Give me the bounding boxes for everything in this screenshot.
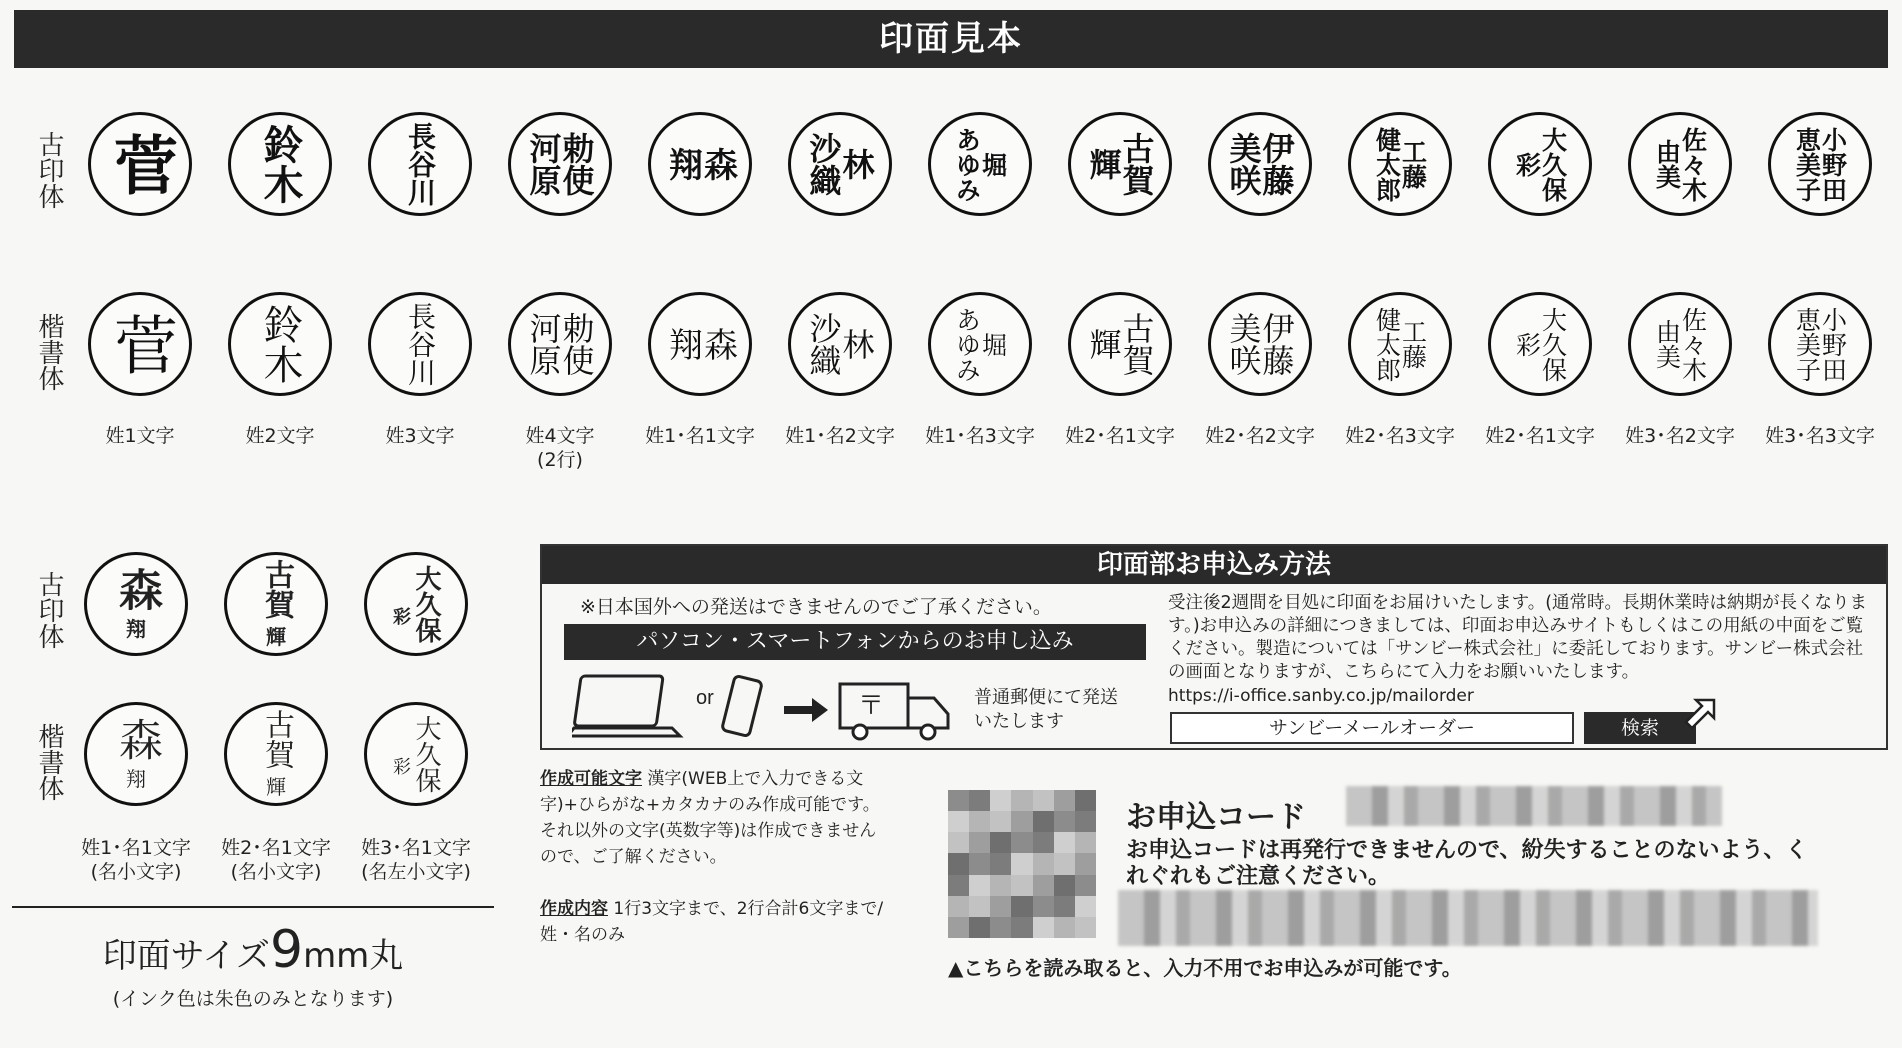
seal-column: 林 bbox=[837, 328, 876, 360]
page-banner: 印面見本 bbox=[14, 10, 1888, 68]
seal-impression bbox=[1628, 112, 1732, 216]
seal-impression-small-name: 森 翔 bbox=[84, 702, 188, 806]
seal-column: あゆみ bbox=[952, 306, 982, 382]
overseas-notice: ※日本国外への発送はできませんのでご了承ください。 bbox=[580, 596, 1052, 618]
seal-caption: 姓1･名2文字 bbox=[785, 425, 895, 447]
seal-column: 河原 bbox=[524, 132, 563, 196]
seal-column: 大久保 bbox=[1538, 126, 1568, 202]
seal-impression bbox=[928, 292, 1032, 396]
imprint-size bbox=[12, 920, 494, 980]
seal-caption: 姓1･名1文字 (名小文字) bbox=[81, 837, 191, 883]
seal-impression bbox=[1628, 292, 1732, 396]
seal-impression-small-name: 大久保 彩 bbox=[364, 552, 468, 656]
seal-column: 由美 bbox=[1652, 139, 1682, 189]
seal-column: 輝 bbox=[1084, 148, 1123, 180]
seal-column: 小野田 bbox=[1818, 306, 1848, 382]
seal-column: 沙織 bbox=[804, 312, 843, 376]
seal-column: 長谷川 bbox=[404, 122, 437, 206]
seal-impression bbox=[1768, 112, 1872, 216]
seal-column: 勅使 bbox=[557, 132, 596, 196]
seal-caption: 姓2･名2文字 bbox=[1205, 425, 1315, 447]
label-kaisho-top: 楷書体 bbox=[34, 313, 64, 391]
label-kaisho-bottom: 楷書体 bbox=[34, 723, 64, 801]
seal-caption: 姓2文字 bbox=[245, 425, 315, 447]
seal-impression bbox=[508, 112, 612, 216]
seal-column: 小野田 bbox=[1818, 126, 1848, 202]
seal-impression bbox=[648, 292, 752, 396]
seal-caption: 姓1文字 bbox=[105, 425, 175, 447]
application-code-redacted bbox=[1346, 786, 1722, 826]
seal-column: 工藤 bbox=[1398, 319, 1428, 369]
content-note bbox=[540, 896, 890, 948]
seal-impression bbox=[88, 112, 192, 216]
divider bbox=[12, 906, 494, 908]
ink-note: (インク色は朱色のみとなります) bbox=[112, 988, 394, 1010]
seal-column: 美咲 bbox=[1224, 312, 1263, 376]
seal-caption: 姓1･名1文字 bbox=[645, 425, 755, 447]
seal-column: 森 bbox=[697, 147, 738, 181]
seal-column: 佐々木 bbox=[1678, 126, 1708, 202]
seal-caption: 姓2･名1文字 bbox=[1065, 425, 1175, 447]
seal-impression bbox=[228, 112, 332, 216]
read-instruction: ▲こちらを読み取ると、入力不用でお申込みが可能です。 bbox=[948, 956, 1462, 980]
seal-impression bbox=[788, 112, 892, 216]
seal-column: 健太郎 bbox=[1372, 126, 1402, 202]
size-number: 9 bbox=[269, 920, 304, 980]
seal-column: 森 bbox=[697, 327, 738, 361]
seal-caption: 姓2･名1文字 bbox=[1485, 425, 1595, 447]
seal-impression bbox=[88, 292, 192, 396]
content-title: 作成内容 bbox=[540, 899, 608, 919]
seal-column: 佐々木 bbox=[1678, 306, 1708, 382]
seal-column: 彩 bbox=[1512, 331, 1542, 357]
seal-impression bbox=[1768, 292, 1872, 396]
seal-impression bbox=[1348, 112, 1452, 216]
seal-column: 古賀 bbox=[1117, 132, 1156, 196]
seal-impression bbox=[1488, 112, 1592, 216]
seal-impression bbox=[1068, 292, 1172, 396]
content-body: 1行3文字まで、2行合計6文字まで/姓・名のみ bbox=[540, 899, 884, 945]
seal-column: 恵美子 bbox=[1792, 126, 1822, 202]
label-koin-top: 古印体 bbox=[34, 131, 64, 209]
seal-caption: 姓4文字 (2行) bbox=[525, 425, 595, 471]
seal-impression bbox=[1488, 292, 1592, 396]
seal-impression bbox=[508, 292, 612, 396]
application-description: 受注後2週間を目処に印面をお届けいたします。(通常時。長期休業時は納期が長くなります。)お申込みの詳細につきましては、印面お申込みサイトもしくはこの用紙の中面をご覧ください。製造については「サンビー株式会社」に委託しております。サンビー株式会社の画面となりますが、こちらにて入力をお願いいたします。 bbox=[1168, 593, 1868, 682]
seal-column: 彩 bbox=[1512, 151, 1542, 177]
mailorder-url[interactable]: https://i-office.sanby.co.jp/mailorder bbox=[1168, 686, 1474, 706]
seal-impression-small-name: 大久保 彩 bbox=[364, 702, 468, 806]
seal-column: 河原 bbox=[524, 312, 563, 376]
available-chars-note bbox=[540, 766, 890, 870]
seal-column: 伊藤 bbox=[1257, 312, 1296, 376]
seal-column: 堀 bbox=[978, 151, 1008, 177]
cursor-arrow-icon bbox=[1684, 696, 1720, 732]
seal-impression-small-name: 古賀 輝 bbox=[224, 552, 328, 656]
seal-column: 沙織 bbox=[804, 132, 843, 196]
barcode-redacted bbox=[1118, 890, 1818, 946]
delivery-truck-icon bbox=[840, 684, 948, 739]
seal-column: 堀 bbox=[978, 331, 1008, 357]
seal-column: 輝 bbox=[1084, 328, 1123, 360]
seal-column: 菅 bbox=[103, 132, 178, 196]
seal-impression bbox=[788, 292, 892, 396]
seal-column: 美咲 bbox=[1224, 132, 1263, 196]
seal-caption: 姓2･名3文字 bbox=[1345, 425, 1455, 447]
seal-column: あゆみ bbox=[952, 126, 982, 202]
seal-impression bbox=[1208, 112, 1312, 216]
application-box bbox=[540, 544, 1888, 750]
seal-column: 古賀 bbox=[1117, 312, 1156, 376]
seal-impression bbox=[928, 112, 1032, 216]
seal-impression bbox=[368, 112, 472, 216]
size-suffix: mm丸 bbox=[303, 936, 404, 976]
seal-column: 鈴木 bbox=[257, 304, 303, 384]
seal-column: 長谷川 bbox=[404, 302, 437, 386]
seal-column: 大久保 bbox=[1538, 306, 1568, 382]
svg-text:〒: 〒 bbox=[858, 691, 885, 721]
qr-code bbox=[948, 790, 1096, 938]
smartphone-icon bbox=[722, 675, 763, 736]
seal-column: 工藤 bbox=[1398, 139, 1428, 189]
seal-impression bbox=[648, 112, 752, 216]
application-code-title: お申込コード bbox=[1126, 800, 1306, 835]
application-header: 印面部お申込み方法 bbox=[542, 546, 1886, 584]
laptop-icon bbox=[572, 676, 680, 736]
seal-column: 勅使 bbox=[557, 312, 596, 376]
pc-smartphone-bar: パソコン・スマートフォンからのお申し込み bbox=[564, 624, 1146, 660]
seal-impression bbox=[1068, 112, 1172, 216]
seal-impression-small-name: 森 翔 bbox=[84, 552, 188, 656]
or-text: or bbox=[696, 687, 714, 709]
seal-caption: 姓3･名1文字 (名左小文字) bbox=[361, 837, 471, 883]
seal-impression bbox=[368, 292, 472, 396]
seal-column: 伊藤 bbox=[1257, 132, 1296, 196]
seal-impression-small-name: 古賀 輝 bbox=[224, 702, 328, 806]
search-box[interactable]: サンビーメールオーダー bbox=[1170, 712, 1574, 744]
seal-column: 翔 bbox=[662, 327, 703, 361]
seal-impression bbox=[228, 292, 332, 396]
available-chars-body: 漢字(WEB上で入力できる文字)+ひらがな+カタカナのみ作成可能です。それ以外の文字(英数字等)は作成できませんので、ご了解ください。 bbox=[540, 769, 880, 867]
arrow-right-icon bbox=[784, 698, 828, 722]
seal-caption: 姓3文字 bbox=[385, 425, 455, 447]
seal-column: 恵美子 bbox=[1792, 306, 1822, 382]
seal-caption: 姓3･名3文字 bbox=[1765, 425, 1875, 447]
seal-column: 菅 bbox=[103, 312, 177, 376]
size-prefix: 印面サイズ bbox=[102, 936, 270, 976]
seal-caption: 姓1･名3文字 bbox=[925, 425, 1035, 447]
seal-caption: 姓2･名1文字 (名小文字) bbox=[221, 837, 331, 883]
available-chars-title: 作成可能文字 bbox=[540, 769, 642, 789]
search-button[interactable]: 検索 bbox=[1584, 712, 1696, 744]
seal-caption: 姓3･名2文字 bbox=[1625, 425, 1735, 447]
label-koin-bottom: 古印体 bbox=[34, 571, 64, 649]
seal-column: 健太郎 bbox=[1372, 306, 1402, 382]
seal-column: 鈴木 bbox=[257, 124, 304, 204]
seal-column: 林 bbox=[837, 148, 876, 180]
code-warning: お申込コードは再発行できませんので、紛失することのないよう、くれぐれもご注意ください。 bbox=[1126, 838, 1808, 889]
seal-column: 翔 bbox=[662, 147, 703, 181]
seal-impression bbox=[1348, 292, 1452, 396]
seal-impression bbox=[1208, 292, 1312, 396]
seal-column: 由美 bbox=[1652, 319, 1682, 369]
order-flow-illustration bbox=[572, 670, 972, 746]
shipping-note: 普通郵便にて発送 いたします bbox=[974, 687, 1118, 732]
